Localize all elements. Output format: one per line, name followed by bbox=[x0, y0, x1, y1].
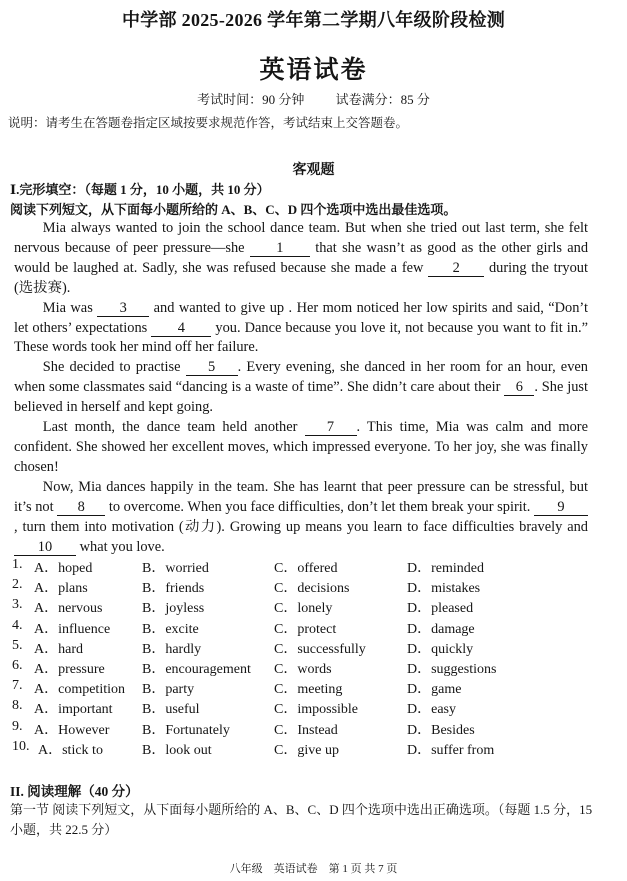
p5-text-a: Now, Mia dances happily in the team. She has learnt that peer pressure can be stressful, but it’s not bbox=[14, 478, 588, 515]
option-c: C．Instead bbox=[274, 722, 338, 738]
option-a: A．hard bbox=[34, 641, 83, 657]
option-a: A．plans bbox=[34, 581, 88, 597]
option-b: B．friends bbox=[142, 581, 205, 597]
full-score: 试卷满分：85 分 bbox=[335, 92, 430, 107]
option-c: C．lonely bbox=[274, 601, 333, 617]
p5-text-d: what you love. bbox=[79, 538, 165, 555]
exam-meta bbox=[0, 89, 627, 108]
question-number: 6. bbox=[12, 657, 23, 673]
option-b: B．look out bbox=[142, 742, 212, 758]
paragraph-4 bbox=[14, 418, 588, 478]
option-a: A．competition bbox=[34, 682, 125, 698]
option-c: C．give up bbox=[274, 742, 339, 758]
answer-options bbox=[12, 557, 612, 759]
blank-7: 7 bbox=[305, 420, 357, 436]
blank-3: 3 bbox=[97, 301, 149, 317]
page-footer: 八年级 英语试卷 第 1 页 共 7 页 bbox=[229, 863, 398, 875]
question-number: 5. bbox=[12, 637, 23, 653]
option-a: A．stick to bbox=[38, 742, 103, 758]
option-a: A．However bbox=[34, 722, 110, 738]
blank-9: 9 bbox=[534, 500, 588, 516]
option-d: D．pleased bbox=[407, 601, 474, 617]
option-d: D．easy bbox=[407, 702, 456, 718]
blank-10: 10 bbox=[14, 540, 76, 556]
option-d: D．damage bbox=[407, 621, 475, 637]
option-a: A．nervous bbox=[34, 601, 103, 617]
section1-title: Ⅰ.完形填空：（每题 1 分，10 小题，共 10 分） bbox=[10, 182, 270, 197]
paragraph-2 bbox=[14, 299, 588, 359]
paragraph-5 bbox=[14, 478, 588, 558]
blank-2: 2 bbox=[428, 261, 484, 277]
section2-title: II. 阅读理解（40 分） bbox=[10, 784, 139, 799]
option-c: C．offered bbox=[274, 561, 338, 576]
paper-title: 英语试卷 bbox=[259, 57, 368, 84]
option-b: B．joyless bbox=[142, 601, 205, 617]
blank-5: 5 bbox=[186, 360, 238, 376]
option-d: D．quickly bbox=[407, 641, 474, 657]
option-row-5 bbox=[12, 638, 612, 658]
p1-text-c: during the tryout (选拔赛). bbox=[14, 259, 588, 296]
option-row-7 bbox=[12, 678, 612, 698]
p3-text-a: She decided to practise bbox=[42, 359, 181, 376]
option-a: A．hoped bbox=[34, 561, 93, 576]
option-a: A．pressure bbox=[34, 661, 105, 677]
paragraph-1 bbox=[14, 219, 588, 299]
p2-text-c: you. Dance because you love it, not because you want to fit in.” These words took her mind off her failure. bbox=[14, 319, 588, 356]
option-c: C．meeting bbox=[274, 682, 343, 698]
option-row-6 bbox=[12, 658, 612, 678]
p4-text-b: . This time, Mia was calm and more confident. She showed her excellent moves, which impressed everyone. To her joy, she was finally chosen! bbox=[14, 419, 588, 475]
p1-text-a: Mia always wanted to join the school dance team. But when she tried out last term, she felt nervous because of peer pressure—she bbox=[14, 220, 588, 256]
option-row-3 bbox=[12, 597, 612, 617]
option-a: A．important bbox=[34, 702, 113, 718]
option-c: C．protect bbox=[274, 621, 337, 637]
p5-text-c: , turn them into motivation (动力). Growing up means you learn to face difficulties bravely and bbox=[14, 518, 588, 535]
option-d: D．suffer from bbox=[407, 742, 495, 758]
blank-6: 6 bbox=[504, 380, 534, 396]
instructions: 说明：请考生在答题卷指定区域按要求规范作答，考试结束上交答题卷。 bbox=[8, 116, 409, 130]
option-row-1 bbox=[12, 557, 612, 577]
cloze-passage bbox=[14, 219, 588, 557]
option-d: D．suggestions bbox=[407, 661, 497, 677]
p3-text-b: . Every evening, she danced in her room for an hour, even when some classmates said “dancing is a waste of time”. She didn’t care about their bbox=[14, 359, 588, 396]
option-b: B．excite bbox=[142, 621, 199, 637]
question-number: 3. bbox=[12, 597, 23, 613]
school-title: 中学部 2025-2026 学年第二学期八年级阶段检测 bbox=[121, 10, 506, 30]
option-c: C．decisions bbox=[274, 581, 350, 597]
option-row-4 bbox=[12, 618, 612, 638]
option-b: B．worried bbox=[142, 561, 209, 576]
option-b: B．party bbox=[142, 682, 195, 698]
option-c: C．impossible bbox=[274, 702, 359, 718]
p2-text-a: Mia was bbox=[42, 299, 93, 316]
question-number: 1. bbox=[12, 557, 23, 572]
option-d: D．mistakes bbox=[407, 581, 481, 597]
paragraph-3 bbox=[14, 358, 588, 418]
option-d: D．game bbox=[407, 682, 462, 698]
option-row-9 bbox=[12, 719, 612, 739]
option-b: B．encouragement bbox=[142, 661, 251, 677]
p2-text-b: and wanted to give up . Her mom noticed her low spirits and said, “Don’t let others’ expectations bbox=[14, 299, 588, 336]
option-d: D．reminded bbox=[407, 561, 484, 576]
option-row-8 bbox=[12, 698, 612, 718]
section1-direction: 阅读下列短文，从下面每小题所给的 A、B、C、D 四个选项中选出最佳选项。 bbox=[10, 202, 457, 217]
question-number: 9. bbox=[12, 718, 23, 734]
option-row-10 bbox=[12, 739, 612, 759]
option-c: C．words bbox=[274, 661, 332, 677]
section2-direction: 第一节 阅读下列短文，从下面每小题所给的 A、B、C、D 四个选项中选出正确选项。（每题 1.5 分，15 小题，共 22.5 分） bbox=[10, 802, 593, 837]
option-c: C．successfully bbox=[274, 641, 366, 657]
option-b: B．Fortunately bbox=[142, 722, 230, 738]
option-b: B．hardly bbox=[142, 641, 202, 657]
blank-1: 1 bbox=[250, 241, 310, 257]
p3-text-c: . She just believed in herself and kept going. bbox=[14, 379, 588, 416]
question-number: 10. bbox=[12, 738, 30, 754]
option-b: B．useful bbox=[142, 702, 200, 718]
option-row-2 bbox=[12, 577, 612, 597]
blank-4: 4 bbox=[151, 321, 211, 337]
question-number: 4. bbox=[12, 617, 23, 633]
question-number: 2. bbox=[12, 577, 23, 593]
p4-text-a: Last month, the dance team held another bbox=[42, 419, 298, 436]
option-d: D．Besides bbox=[407, 722, 475, 738]
question-number: 7. bbox=[12, 678, 23, 694]
blank-8: 8 bbox=[57, 500, 105, 516]
p5-text-b: to overcome. When you face difficulties, don’t let them break your spirit. bbox=[108, 498, 531, 515]
option-a: A．influence bbox=[34, 621, 111, 637]
p1-text-b: that she wasn’t as good as the other girls and would be laughed at. Sadly, she was refused because she made a few bbox=[14, 239, 589, 276]
exam-time: 考试时间：90 分钟 bbox=[197, 92, 305, 107]
objective-heading: 客观题 bbox=[292, 163, 335, 178]
question-number: 8. bbox=[12, 698, 23, 714]
